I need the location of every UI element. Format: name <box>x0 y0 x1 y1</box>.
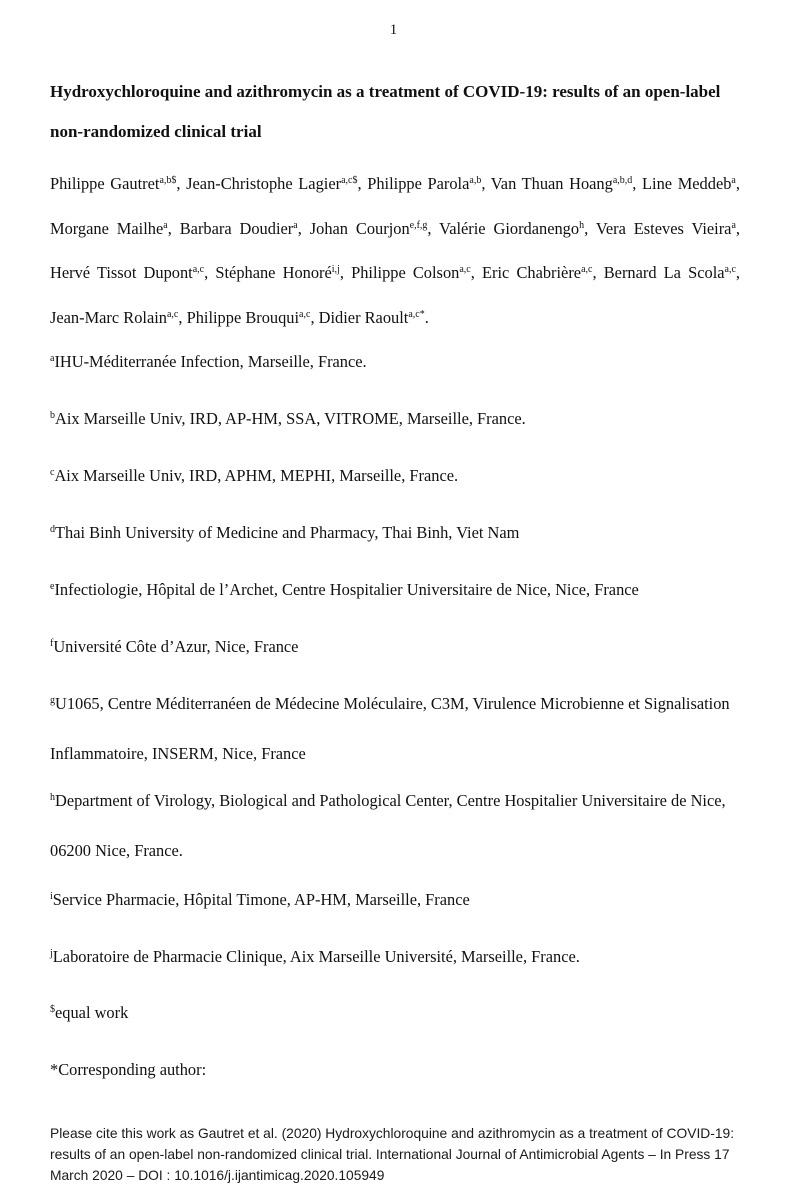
author-name: Stéphane Honoré <box>215 263 332 282</box>
author: Philippe Parola$^{a,b}$, <box>367 174 486 193</box>
equal-work-key: $ <box>50 1004 55 1015</box>
author-affiliation-marks: a,b$ <box>159 175 177 186</box>
author: Johan Courjon$^{e,f,g}$, <box>309 218 432 238</box>
affiliation-g <box>50 679 740 779</box>
affiliation-key: c <box>50 467 55 478</box>
author: Philippe Brouqui$^{a,c}$, <box>186 307 315 327</box>
author-name: Hervé Tissot Dupont <box>50 263 193 282</box>
author: Didier Raoult$^{a,c*}$. <box>318 307 429 327</box>
affiliation-key: d <box>50 524 55 535</box>
affiliation-key: j <box>50 948 53 959</box>
author-affiliation-marks: i,j <box>331 264 340 275</box>
author-affiliation-marks: h <box>579 219 585 231</box>
affiliation-text: Thai Binh University of Medicine and Pharmacy, Thai Binh, Viet Nam <box>55 523 520 542</box>
affiliation-key: h <box>50 792 55 803</box>
affiliation-f <box>50 622 740 672</box>
affiliation-h <box>50 776 740 876</box>
author-name: Philippe Colson <box>351 263 460 282</box>
author-name: Bernard La Scola <box>603 263 725 282</box>
affiliation-key: b <box>50 410 55 421</box>
affiliation-text: Infectiologie, Hôpital de l’Archet, Centre Hospitalier Universitaire de Nice, Nice, France <box>54 580 639 599</box>
author: Hervé Tissot Dupont$^{a,c}$, <box>50 263 209 282</box>
author: Eric Chabrière$^{a,c}$, <box>482 263 597 282</box>
author-name: Barbara Doudier <box>179 218 294 238</box>
author-name: Van Thuan Hoang <box>490 174 613 193</box>
affiliation-e <box>50 565 740 615</box>
author: Philippe Colson$^{a,c}$, <box>351 263 475 282</box>
author-name: Jean-Marc Rolain <box>50 307 167 327</box>
author: Jean-Marc Rolain$^{a,c}$, <box>50 307 183 327</box>
author-affiliation-marks: a,c <box>459 264 471 275</box>
author-affiliation-marks: a,c <box>581 264 593 275</box>
affiliation-text: Laboratoire de Pharmacie Clinique, Aix Marseille Université, Marseille, France. <box>52 947 580 966</box>
author-name: Philippe Brouqui <box>186 307 300 327</box>
affiliation-text: IHU-Méditerranée Infection, Marseille, France. <box>54 352 367 371</box>
author-name: Line Meddeb <box>642 174 732 193</box>
affiliation-key: i <box>50 891 53 902</box>
author: Philippe Gautret$^{a,b\$}$, <box>50 174 181 193</box>
author: Valérie Giordanengo$^h$, <box>439 218 589 238</box>
author-name: Morgane Mailhe <box>50 218 164 238</box>
equal-work-text: equal work <box>55 1003 129 1022</box>
author-affiliation-marks: a,c* <box>408 308 425 320</box>
author-affiliation-marks: a <box>731 175 736 186</box>
author-name: Johan Courjon <box>309 218 410 238</box>
affiliation-text: Aix Marseille Univ, IRD, APHM, MEPHI, Marseille, France. <box>54 466 459 485</box>
equal-work-note <box>50 988 740 1038</box>
affiliation-c <box>50 451 740 501</box>
author: Morgane Mailhe$^a$, <box>50 218 172 238</box>
affiliation-key: a <box>50 353 55 364</box>
author-affiliation-marks: a,c$ <box>341 175 358 186</box>
author-affiliation-marks: a,b,d <box>612 175 633 186</box>
author-name: Vera Esteves Vieira <box>595 218 732 238</box>
corresponding-author-note: *Corresponding author: <box>50 1060 207 1079</box>
page-number: 1 <box>389 22 398 38</box>
affiliation-j <box>50 932 740 982</box>
author: Stéphane Honoré$^{i,j}$, <box>215 263 344 282</box>
author-affiliation-marks: a,c <box>192 264 205 275</box>
affiliation-text: Department of Virology, Biological and Pathological Center, Centre Hospitalier Universitaire de Nice, 06200 Nice, France. <box>50 791 726 860</box>
author: Jean-Christophe Lagier$^{a,c\$}$, <box>186 174 362 193</box>
author: Line Meddeb$^a$, <box>642 174 740 193</box>
author-affiliation-marks: a,c <box>724 264 736 275</box>
affiliation-a <box>50 337 740 387</box>
affiliation-d <box>50 508 740 558</box>
author-affiliation-marks: a <box>163 219 168 231</box>
author-affiliation-marks: a,c <box>299 308 311 320</box>
affiliation-b <box>50 394 740 444</box>
article-title: Hydroxychloroquine and azithromycin as a treatment of COVID-19: results of an open-label non-randomized clinical trial <box>50 82 721 141</box>
affiliation-text: Service Pharmacie, Hôpital Timone, AP-HM, Marseille, France <box>52 890 470 909</box>
author-affiliation-marks: a,c <box>166 308 179 320</box>
author-list <box>50 162 740 340</box>
author-name: Valérie Giordanengo <box>439 218 580 238</box>
citation-notice: Please cite this work as Gautret et al. (2020) Hydroxychloroquine and azithromycin as a treatment of COVID-19: results of an open-label non-randomized clinical trial. International Journal of Antimicrobial Agents – In Press 17 March 2020 – DOI : 10.1016/j.ijantimicag.2020.105949 <box>50 1126 735 1183</box>
author: Bernard La Scola$^{a,c}$, <box>603 263 741 282</box>
author-name: Didier Raoult <box>318 307 409 327</box>
author-name: Philippe Parola <box>367 174 470 193</box>
author: Vera Esteves Vieira$^a$, <box>595 218 741 238</box>
author-affiliation-marks: e,f,g <box>409 219 428 231</box>
affiliation-key: f <box>50 638 54 649</box>
author-affiliation-marks: a <box>293 219 298 231</box>
author-name: Philippe Gautret <box>50 174 160 193</box>
author-name: Jean-Christophe Lagier <box>186 174 342 193</box>
affiliation-text: Université Côte d’Azur, Nice, France <box>53 637 299 656</box>
author-affiliation-marks: a,b <box>469 175 482 186</box>
author: Barbara Doudier$^a$, <box>179 218 302 238</box>
affiliation-text: Aix Marseille Univ, IRD, AP-HM, SSA, VITROME, Marseille, France. <box>55 409 526 428</box>
author: Van Thuan Hoang$^{a,b,d}$, <box>490 174 637 193</box>
affiliation-key: g <box>50 695 55 706</box>
affiliation-key: e <box>50 581 55 592</box>
author-name: Eric Chabrière <box>482 263 582 282</box>
affiliation-i <box>50 875 740 925</box>
affiliation-text: U1065, Centre Méditerranéen de Médecine Moléculaire, C3M, Virulence Microbienne et Signalisation Inflammatoire, INSERM, Nice, France <box>50 694 730 763</box>
author-affiliation-marks: a <box>731 219 736 231</box>
